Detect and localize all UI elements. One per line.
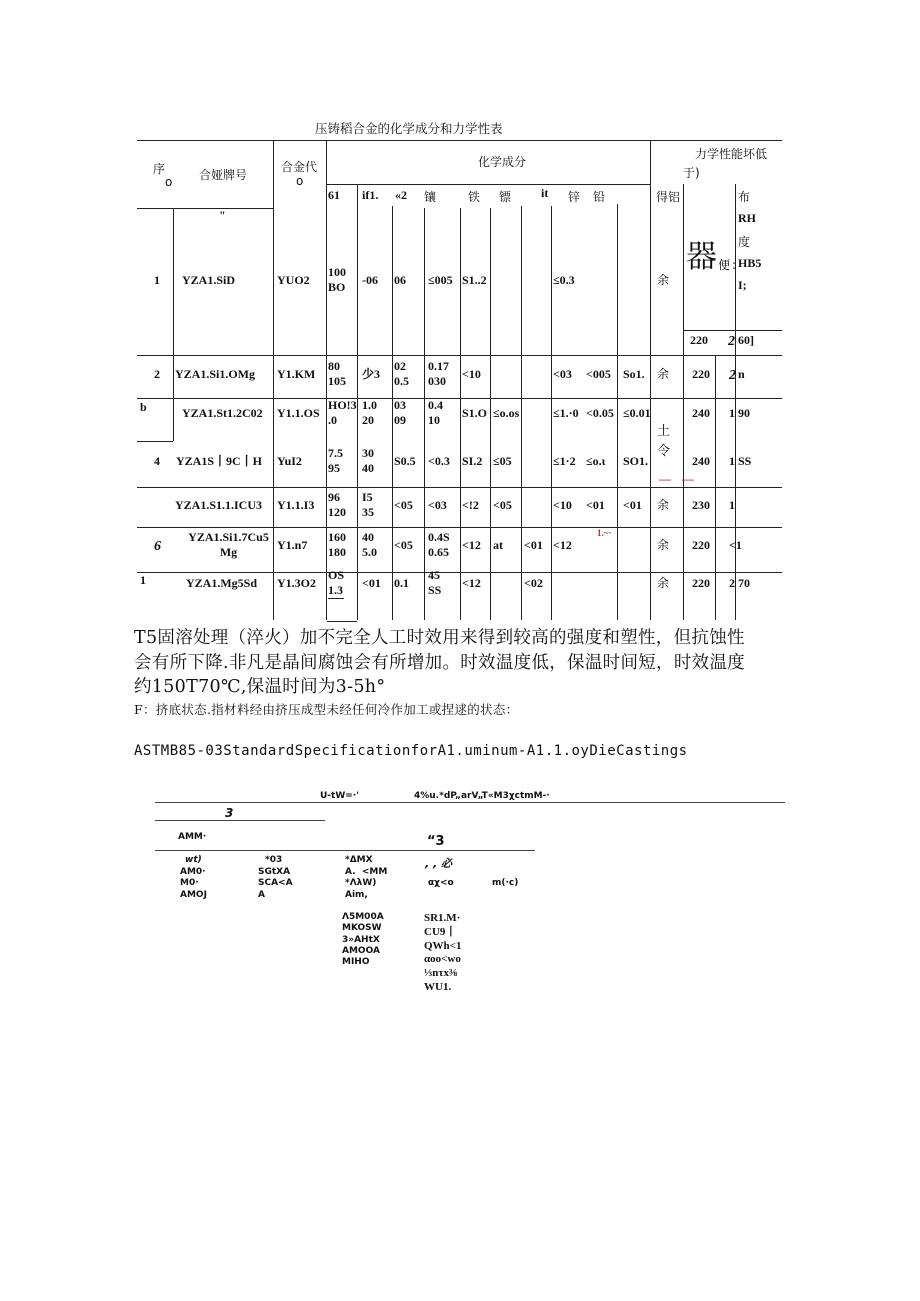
header-u2: 2 <box>728 334 735 349</box>
cell-fe: S1.O <box>462 406 488 420</box>
cell-al: 土 <box>657 424 671 439</box>
header-hb-5: I; <box>738 278 747 292</box>
header-el-zn: 锌 <box>568 190 581 204</box>
astm-col-4: αχ<o <box>428 878 454 888</box>
cell-no: 2 <box>154 367 160 381</box>
cell-grade: YZA1.SiD <box>182 273 236 287</box>
cell-cu: 02 0.5 <box>394 359 409 388</box>
cell-grade: YZA1.Si1.OMg <box>175 367 256 381</box>
header-hb-1: 布 <box>738 190 751 204</box>
astm-amm: AMM· <box>178 832 207 842</box>
cell-mn: ≤05 <box>493 454 512 468</box>
cell-no: 1 <box>154 273 160 287</box>
cell-si: 7.5 95 <box>328 446 343 475</box>
astm-wt: wt) <box>185 855 202 865</box>
cell-ts: 220 <box>692 367 710 381</box>
astm-col-3: A. <MM *ΛλW) Aim, <box>345 867 388 900</box>
header-u220: 220 <box>690 333 708 347</box>
cell-hb: n <box>738 367 745 381</box>
cell-grade: YZA1.Mg5Sd <box>186 576 258 590</box>
header-el-ti: it <box>541 186 549 200</box>
cell-mn: at <box>493 538 503 552</box>
cell-hb: 90 <box>738 406 750 420</box>
cell-al: 余 <box>657 576 670 590</box>
cell-ti: <02 <box>524 576 543 590</box>
header-el-ni: 镶 <box>424 190 437 204</box>
cell-code: Y1.n7 <box>277 538 308 552</box>
cell-si: 100 BO <box>328 265 346 294</box>
cell-zn: <03 <box>553 367 572 381</box>
header-seq-sub: o <box>165 175 173 189</box>
cell-fe: <12 <box>462 538 481 552</box>
red-annotation-2: — <box>659 472 671 486</box>
cell-fe: <10 <box>462 367 481 381</box>
cell-sn: <01 <box>623 498 642 512</box>
astm-rule-2 <box>155 820 325 821</box>
cell-al: 余 <box>657 273 670 287</box>
cell-ts: 220 <box>692 576 710 590</box>
header-seq: 序 <box>153 162 166 176</box>
cell-fe: <12 <box>462 576 481 590</box>
cell-ts: 240 <box>692 406 710 420</box>
para-line-2: 会有所下降.非凡是晶间腐蚀会有所增加。时效温度低，保温时间短，时效温度 <box>134 653 746 673</box>
cell-sn: ≤0.01 <box>623 406 651 420</box>
header-el-si: 61 <box>328 188 340 202</box>
cell-si: OS 1.3 <box>328 568 345 597</box>
cell-pb: <0.05 <box>586 406 614 420</box>
cell-ts: 230 <box>692 498 710 512</box>
cell-al: 余 <box>657 538 670 552</box>
cell-el: 2 <box>729 576 735 590</box>
cell-code: YUO2 <box>277 273 310 287</box>
cell-ni: 45 SS <box>428 568 442 597</box>
header-u60: 60] <box>738 333 754 347</box>
cell-ti: <01 <box>524 538 543 552</box>
astm-rule-3 <box>155 850 535 851</box>
cell-cu: <05 <box>394 498 413 512</box>
cell-mg: 40 5.0 <box>362 530 377 559</box>
cell-zn: <10 <box>553 498 572 512</box>
astm-hdr-b: 4%u.*dP„arV„T«M3χctmM-· <box>414 791 550 801</box>
cell-al: 余 <box>657 498 670 512</box>
cell-mg: <01 <box>362 576 381 590</box>
astm-col-7: SR1.M· CU9丨 QWh<1 αoo<wo ⅓nτx⅜ WU1. <box>424 912 462 993</box>
astm-q3: “3 <box>427 834 445 849</box>
para-line-3: 约150T70℃,保温时间为3-5h° <box>134 677 386 697</box>
astm-num3: 3 <box>225 806 234 820</box>
cell-si: 80 105 <box>328 359 346 388</box>
cell-grade: YZA1.St1.2C02 <box>182 406 263 420</box>
cell-hb: 70 <box>738 576 750 590</box>
cell-al: 令 <box>657 444 671 459</box>
cell-pb: ≤o.ι <box>586 454 606 468</box>
cell-mg: 少3 <box>362 367 381 381</box>
header-hb-3: 度 <box>738 235 751 249</box>
cell-grade: YZA1S丨9C丨H <box>176 454 263 468</box>
header-quote: " <box>219 208 226 222</box>
header-el-mn: 镖 <box>499 190 512 204</box>
header-mech-big: 器 <box>686 239 717 275</box>
cell-cu: 0.1 <box>394 576 409 590</box>
cell-no: 1 <box>140 573 146 587</box>
header-el-cu: «2 <box>395 188 407 202</box>
astm-col-1: AM0· M0· AMOJ <box>180 867 207 900</box>
header-mech-hard2: : <box>732 258 737 272</box>
cell-ni: <0.3 <box>428 454 450 468</box>
cell-hb: SS <box>738 454 752 468</box>
header-hb-4: HB5 <box>738 256 762 270</box>
header-el-mg: if1. <box>362 188 379 202</box>
cell-no: b <box>140 400 147 414</box>
astm-bi: , , 必 <box>425 857 453 870</box>
header-mech: 力学性能坏低 <box>695 147 768 161</box>
cell-mn: <05 <box>493 498 512 512</box>
astm-c03: *03 <box>265 855 283 865</box>
astm-col-5: m(·c) <box>492 878 519 888</box>
cell-pb: <005 <box>586 367 611 381</box>
cell-ni: 0.4S 0.65 <box>428 530 450 559</box>
header-hb-2: RH <box>738 211 756 225</box>
cell-mg: 30 40 <box>362 446 374 475</box>
header-mech-hard: 便 <box>718 258 731 272</box>
cell-si: 96 120 <box>328 490 346 519</box>
cell-mn: ≤o.os <box>493 406 520 420</box>
cell-ni: ≤005 <box>428 273 453 287</box>
cell-al: 余 <box>657 367 670 381</box>
cell-si: 160 180 <box>328 530 346 559</box>
header-code: 合金代 <box>281 160 318 174</box>
cell-code: Y1.KM <box>277 367 316 381</box>
cell-zn: <12 <box>553 538 572 552</box>
cell-mg: I5 35 <box>362 490 374 519</box>
cell-cu: <05 <box>394 538 413 552</box>
cell-si: HO!3 .0 <box>328 398 357 427</box>
cell-code: Y1.1.I3 <box>277 498 315 512</box>
cell-cu: 06 <box>394 273 406 287</box>
header-el-pb: 铅 <box>593 190 606 204</box>
cell-ni: <03 <box>428 498 447 512</box>
cell-grade: YZA1.Si1.7Cu5 Mg <box>188 530 269 559</box>
red-annotation: 1.~· <box>597 528 612 538</box>
cell-fe: SI.2 <box>462 454 483 468</box>
cell-code: Y1.1.OS <box>277 406 320 420</box>
cell-code: Y1.3O2 <box>277 576 316 590</box>
cell-el: 1 <box>729 454 735 468</box>
cell-zn: ≤0.3 <box>553 273 575 287</box>
cell-mg: 1.0 20 <box>362 398 377 427</box>
cell-pb: <01 <box>586 498 605 512</box>
header-mech-sub: 于) <box>683 166 700 180</box>
astm-title: ASTMB85-03StandardSpecificationforA1.uminum-A1.1.oyDieCastings <box>134 743 688 759</box>
cell-cu: S0.5 <box>394 454 416 468</box>
cell-sn: SO1. <box>623 454 649 468</box>
header-chem: 化学成分 <box>478 155 527 169</box>
red-annotation-3: — <box>682 472 694 486</box>
cell-ni: 0.17 030 <box>428 359 449 388</box>
cell-sn: So1. <box>623 367 645 381</box>
cell-zn: ≤1·2 <box>553 454 576 468</box>
cell-el: <1 <box>729 538 742 552</box>
cell-fe: <!2 <box>462 498 479 512</box>
para-line-4: F：挤底状态.指材料经由挤压成型未经任何冷作加工或捏逑的状态： <box>134 702 519 717</box>
cell-zn: ≤1.·0 <box>553 406 579 420</box>
cell-no: 4 <box>154 454 160 468</box>
cell-el: 2 <box>729 368 736 383</box>
astm-col-6: Λ5M00A MKOSW 3»AHtX AMOOA MIHO <box>342 912 384 967</box>
cell-ts: 240 <box>692 454 710 468</box>
cell-el: 1 <box>729 498 735 512</box>
table-title: 压铸稻合金的化学成分和力学性表 <box>315 121 503 136</box>
astm-col-2: SGtXA SCA<A A <box>258 867 293 900</box>
header-code-sub: o <box>296 174 304 188</box>
cell-ni: 0.4 10 <box>428 398 443 427</box>
cell-ts: 220 <box>692 538 710 552</box>
header-el-al: 得铝 <box>656 190 681 204</box>
cell-grade: YZA1.S1.1.ICU3 <box>175 498 263 512</box>
header-el-fe: 铁 <box>468 190 481 204</box>
cell-fe: S1..2 <box>462 273 487 287</box>
cell-code: YuI2 <box>277 454 302 468</box>
cell-cu: 03 09 <box>394 398 406 427</box>
cell-no: 6 <box>154 539 161 554</box>
para-line-1: T5固溶处理（淬火）加不完全人工时效用来得到较高的强度和塑性，但抗蚀性 <box>134 628 745 648</box>
astm-hdr-a: U-tW=·' <box>320 791 359 801</box>
header-grade: 合娅牌号 <box>199 168 248 182</box>
astm-amx: *ΔMX <box>345 855 373 865</box>
cell-mg: -06 <box>362 273 378 287</box>
cell-el: 1 <box>729 406 735 420</box>
